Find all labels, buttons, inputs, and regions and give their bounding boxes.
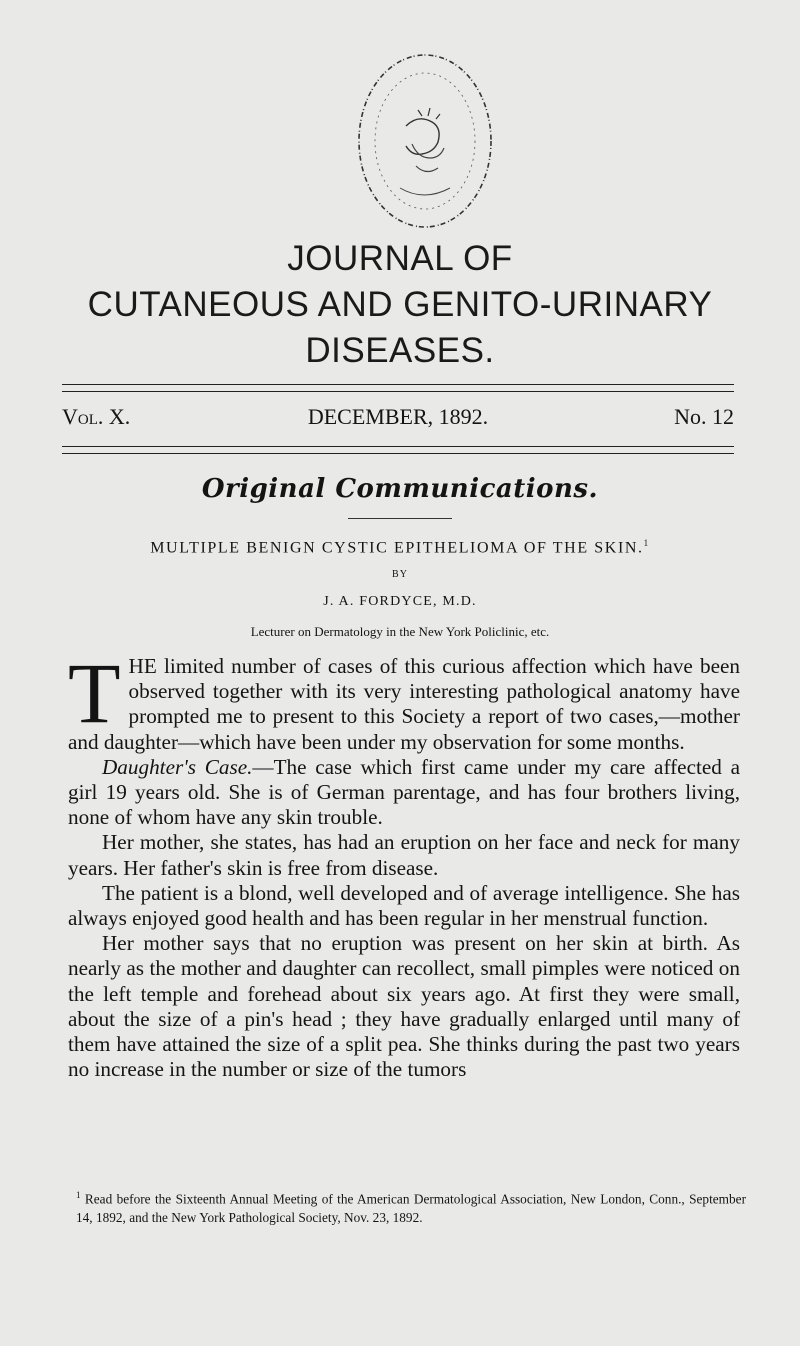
footnote <box>76 1186 746 1227</box>
author-affiliation: Lecturer on Dermatology in the New York Policlinic, etc. <box>250 624 550 639</box>
article-body <box>68 645 740 1082</box>
masthead-line-1: JOURNAL OF <box>287 239 513 278</box>
masthead-rule-top <box>62 384 734 385</box>
article-title-note: 1 <box>643 538 650 548</box>
section-divider <box>348 518 452 519</box>
volume-label: Vol. X. <box>62 404 131 429</box>
issue-rule-bottom <box>62 446 734 447</box>
issue-rule-bottom-inner <box>62 453 734 454</box>
library-stamp-seal <box>352 48 498 234</box>
paragraph-daughters-case <box>68 755 740 831</box>
article-title-text: MULTIPLE BENIGN CYSTIC EPITHELIOMA OF THE SKIN. <box>150 539 644 557</box>
author-name: J. A. FORDYCE, M.D. <box>323 594 477 609</box>
journal-masthead <box>0 236 800 374</box>
article-title <box>0 538 800 557</box>
footnote-text: Read before the Sixteenth Annual Meeting of the American Dermatological Association, New London, Conn., September 14, 1892, and the New York Pathological Society, Nov. 23, 1892. <box>76 1191 746 1226</box>
paragraph-intro-text: HE limited number of cases of this curious affection which have been observed together with its very interesting pathological anatomy have prompted me to present to this Society a report of two cases,—mother and daughter—which have been under my observation for some months. <box>68 654 740 754</box>
paragraph-patient-description: The patient is a blond, well developed and of average intelligence. She has always enjoyed good health and has been regular in her menstrual function. <box>68 880 740 931</box>
masthead-line-3: DISEASES. <box>305 331 495 370</box>
paragraph-intro <box>68 645 740 755</box>
masthead-line-2: CUTANEOUS AND GENITO-URINARY <box>87 285 713 324</box>
byline-by: BY <box>392 569 408 580</box>
issue-number: No. 12 <box>674 404 734 429</box>
section-heading: Original Communications. <box>201 474 599 504</box>
case-heading: Daughter's Case. <box>102 754 253 779</box>
issue-date: DECEMBER, 1892. <box>307 404 489 429</box>
paragraph-daughters-case-text: —The case which first came under my care affected a girl 19 years old. She is of German parentage, and has four brothers living, none of whom have any skin trouble. <box>68 754 740 830</box>
drop-cap: T <box>68 645 121 741</box>
masthead-rule-top-inner <box>62 391 734 392</box>
paragraph-eruption-history: Her mother says that no eruption was present on her skin at birth. As nearly as the mother and daughter can recollect, small pimples were noticed on the left temple and forehead about six years ago. At first they were small, about the size of a pin's head ; they have gradually enlarged until many of them have attained the size of a split pea. She thinks during the past two years no increase in the number or size of the tumors <box>68 931 740 1082</box>
paragraph-mother-history: Her mother, she states, has had an eruption on her face and neck for many years. Her father's skin is free from disease. <box>68 830 740 880</box>
footnote-mark: 1 <box>76 1190 81 1200</box>
issue-line <box>62 404 734 434</box>
